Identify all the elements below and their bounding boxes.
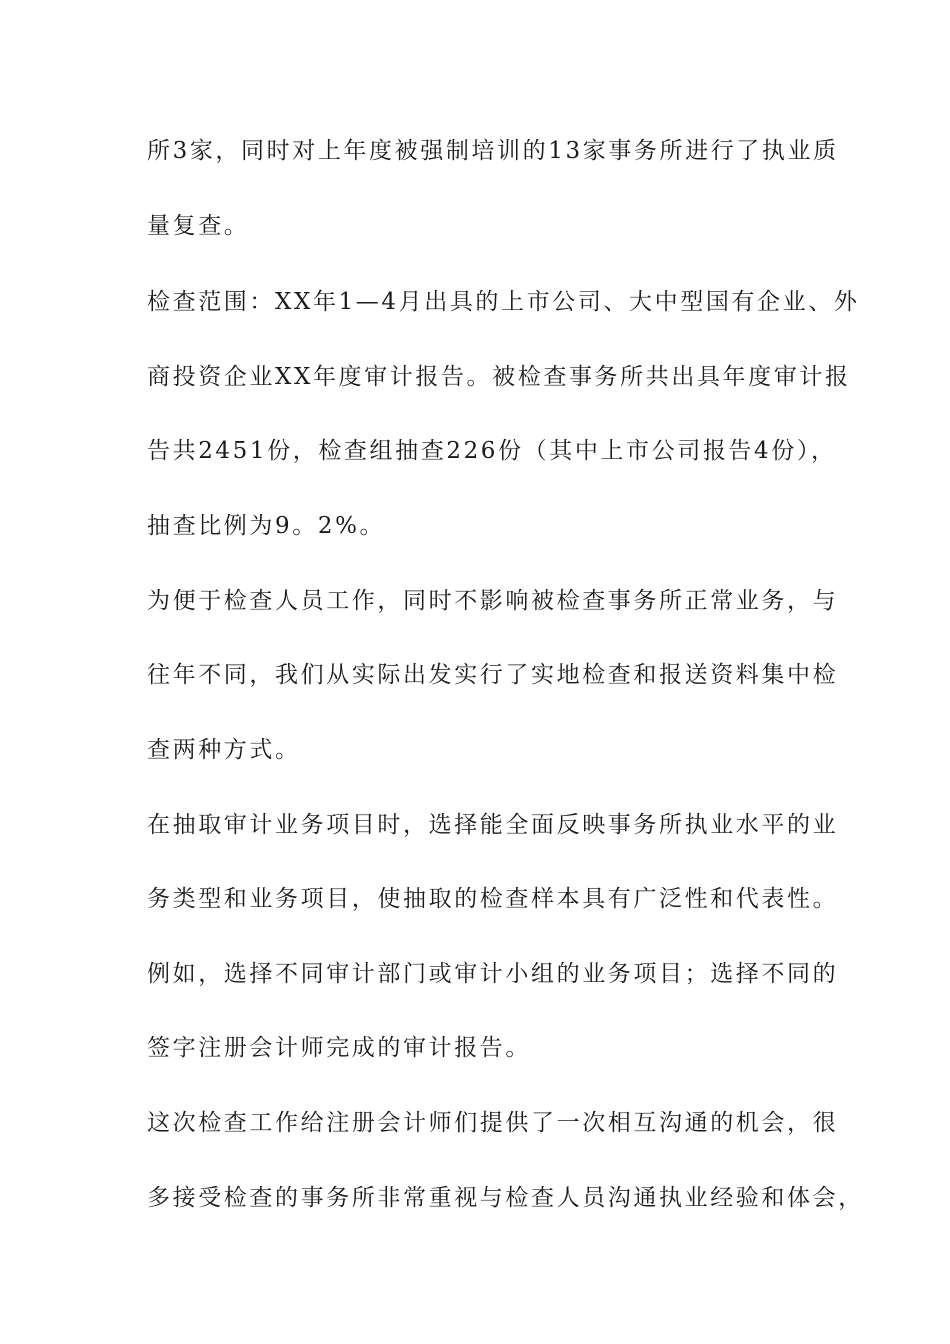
text-line: 签字注册会计师完成的审计报告。 bbox=[147, 1035, 531, 1061]
text-line: 抽查比例为9。2%。 bbox=[147, 513, 386, 539]
text-line: 商投资企业XX年度审计报告。被检查事务所共出具年度审计报 bbox=[147, 364, 851, 390]
text-line: 检查范围：XX年1—4月出具的上市公司、大中型国有企业、外 bbox=[147, 289, 860, 315]
text-line: 告共2451份，检查组抽查226份（其中上市公司报告4份）， bbox=[147, 438, 837, 464]
text-line: 为便于检查人员工作，同时不影响被检查事务所正常业务，与 bbox=[147, 588, 839, 614]
text-line: 这次检查工作给注册会计师们提供了一次相互沟通的机会，很 bbox=[147, 1110, 839, 1136]
text-line: 所3家，同时对上年度被强制培训的13家事务所进行了执业质 bbox=[147, 138, 839, 164]
text-line: 在抽取审计业务项目时，选择能全面反映事务所执业水平的业 bbox=[147, 812, 839, 838]
text-line: 往年不同，我们从实际出发实行了实地检查和报送资料集中检 bbox=[147, 662, 839, 688]
text-line: 例如，选择不同审计部门或审计小组的业务项目；选择不同的 bbox=[147, 961, 839, 987]
text-line: 量复查。 bbox=[147, 213, 250, 239]
text-line: 查两种方式。 bbox=[147, 737, 301, 763]
text-line: 多接受检查的事务所非常重视与检查人员沟通执业经验和体会， bbox=[147, 1185, 864, 1211]
text-line: 务类型和业务项目，使抽取的检查样本具有广泛性和代表性。 bbox=[147, 886, 839, 912]
